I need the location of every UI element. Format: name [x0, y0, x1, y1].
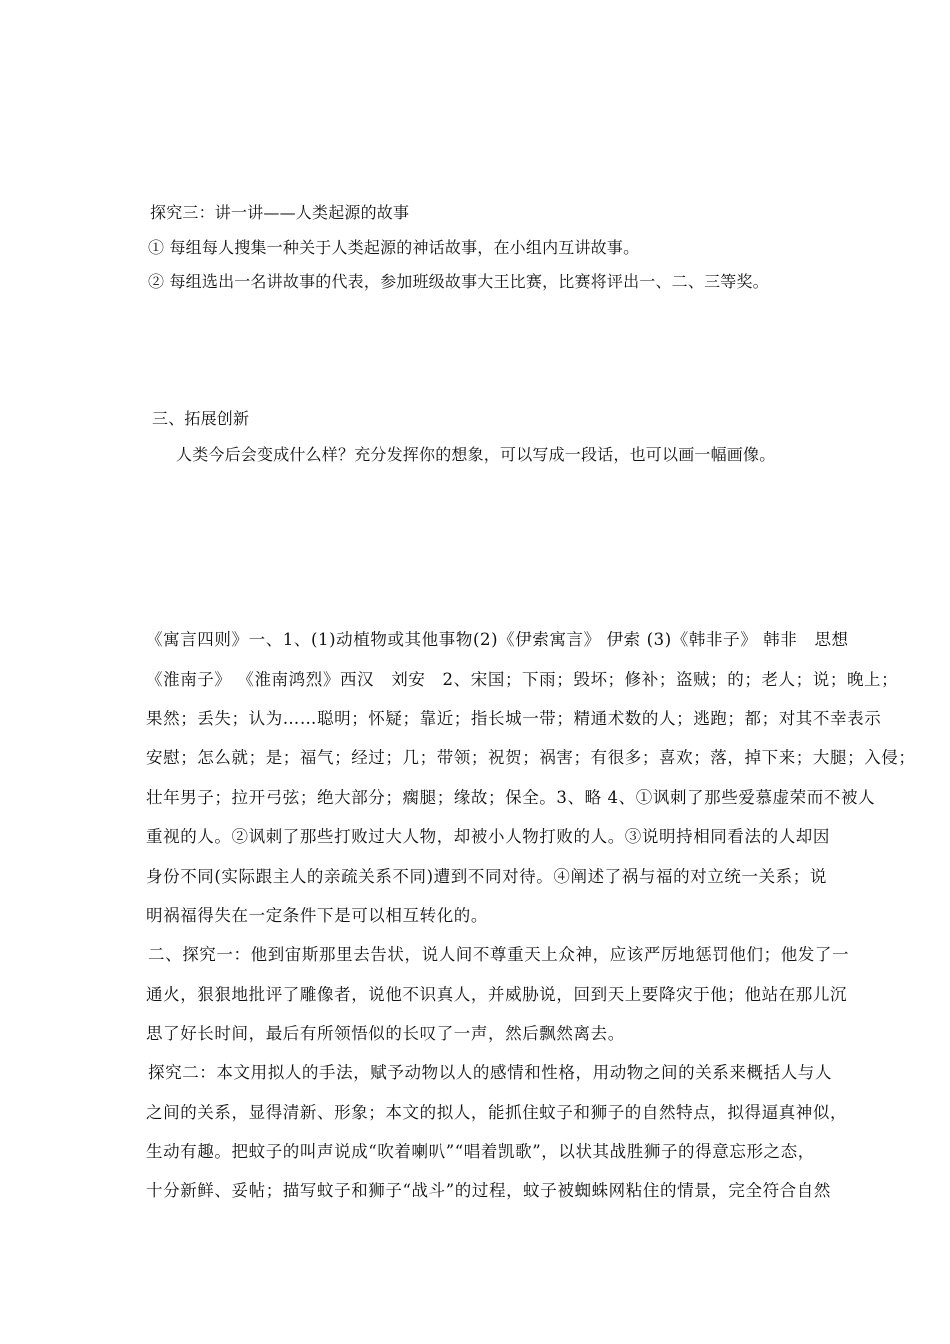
answer-line: 壮年男子；拉开弓弦；绝大部分；瘸腿；缘故；保全。3、略 4、①讽刺了那些爱慕虚荣而不被人 — [146, 788, 876, 807]
section3-heading: 探究三：讲一讲——人类起源的故事 — [150, 203, 410, 222]
answer-line: 重视的人。②讽刺了那些打败过大人物，却被小人物打败的人。③说明持相同看法的人却因 — [146, 827, 830, 846]
section3-item-2: ② 每组选出一名讲故事的代表，参加班级故事大王比赛，比赛将评出一、二、三等奖。 — [148, 272, 769, 291]
section3-item-1: ① 每组每人搜集一种关于人类起源的神话故事，在小组内互讲故事。 — [148, 238, 640, 257]
answer-line: 生动有趣。把蚊子的叫声说成“吹着喇叭”“唱着凯歌”，以状其战胜狮子的得意忘形之态， — [146, 1142, 815, 1161]
answer-line: 思了好长时间，最后有所领悟似的长叹了一声，然后飘然离去。 — [146, 1024, 625, 1043]
answer-line: 果然；丢失；认为……聪明；怀疑；靠近；指长城一带；精通术数的人；逃跑；都；对其不幸表示 — [146, 709, 882, 728]
answer-line: 探究二：本文用拟人的手法，赋予动物以人的感情和性格，用动物之间的关系来概括人与人 — [148, 1063, 832, 1082]
answer-line: 《寓言四则》一、1、(1)动植物或其他事物(2)《伊索寓言》 伊索 (3)《韩非子》 韩非 思想 — [146, 630, 849, 649]
answer-line: 二、探究一：他到宙斯那里去告状，说人间不尊重天上众神，应该严厉地惩罚他们；他发了一 — [148, 945, 850, 964]
extension-heading: 三、拓展创新 — [152, 409, 250, 428]
answer-line: 明祸福得失在一定条件下是可以相互转化的。 — [146, 906, 488, 925]
answer-line: 《淮南子》 《淮南鸿烈》西汉 刘安 2、宋国；下雨；毁坏；修补；盗贼；的；老人；说；晚上； — [146, 670, 899, 689]
answer-line: 安慰；怎么就；是；福气；经过；几；带领；祝贺；祸害；有很多；喜欢；落，掉下来；大腿；入侵； — [146, 748, 916, 767]
answer-line: 通火，狠狠地批评了雕像者，说他不识真人，并威胁说，回到天上要降灾于他；他站在那儿沉 — [146, 985, 848, 1004]
answer-line: 之间的关系，显得清新、形象；本文的拟人，能抓住蚊子和狮子的自然特点，拟得逼真神似， — [146, 1103, 848, 1122]
answer-line: 十分新鲜、妥帖；描写蚊子和狮子“战斗”的过程，蚊子被蜘蛛网粘住的情景，完全符合自然 — [146, 1181, 831, 1200]
extension-prompt: 人类今后会变成什么样？充分发挥你的想象，可以写成一段话，也可以画一幅画像。 — [176, 445, 776, 464]
answer-line: 身份不同(实际跟主人的亲疏关系不同)遭到不同对待。④阐述了祸与福的对立统一关系；说 — [146, 867, 827, 886]
